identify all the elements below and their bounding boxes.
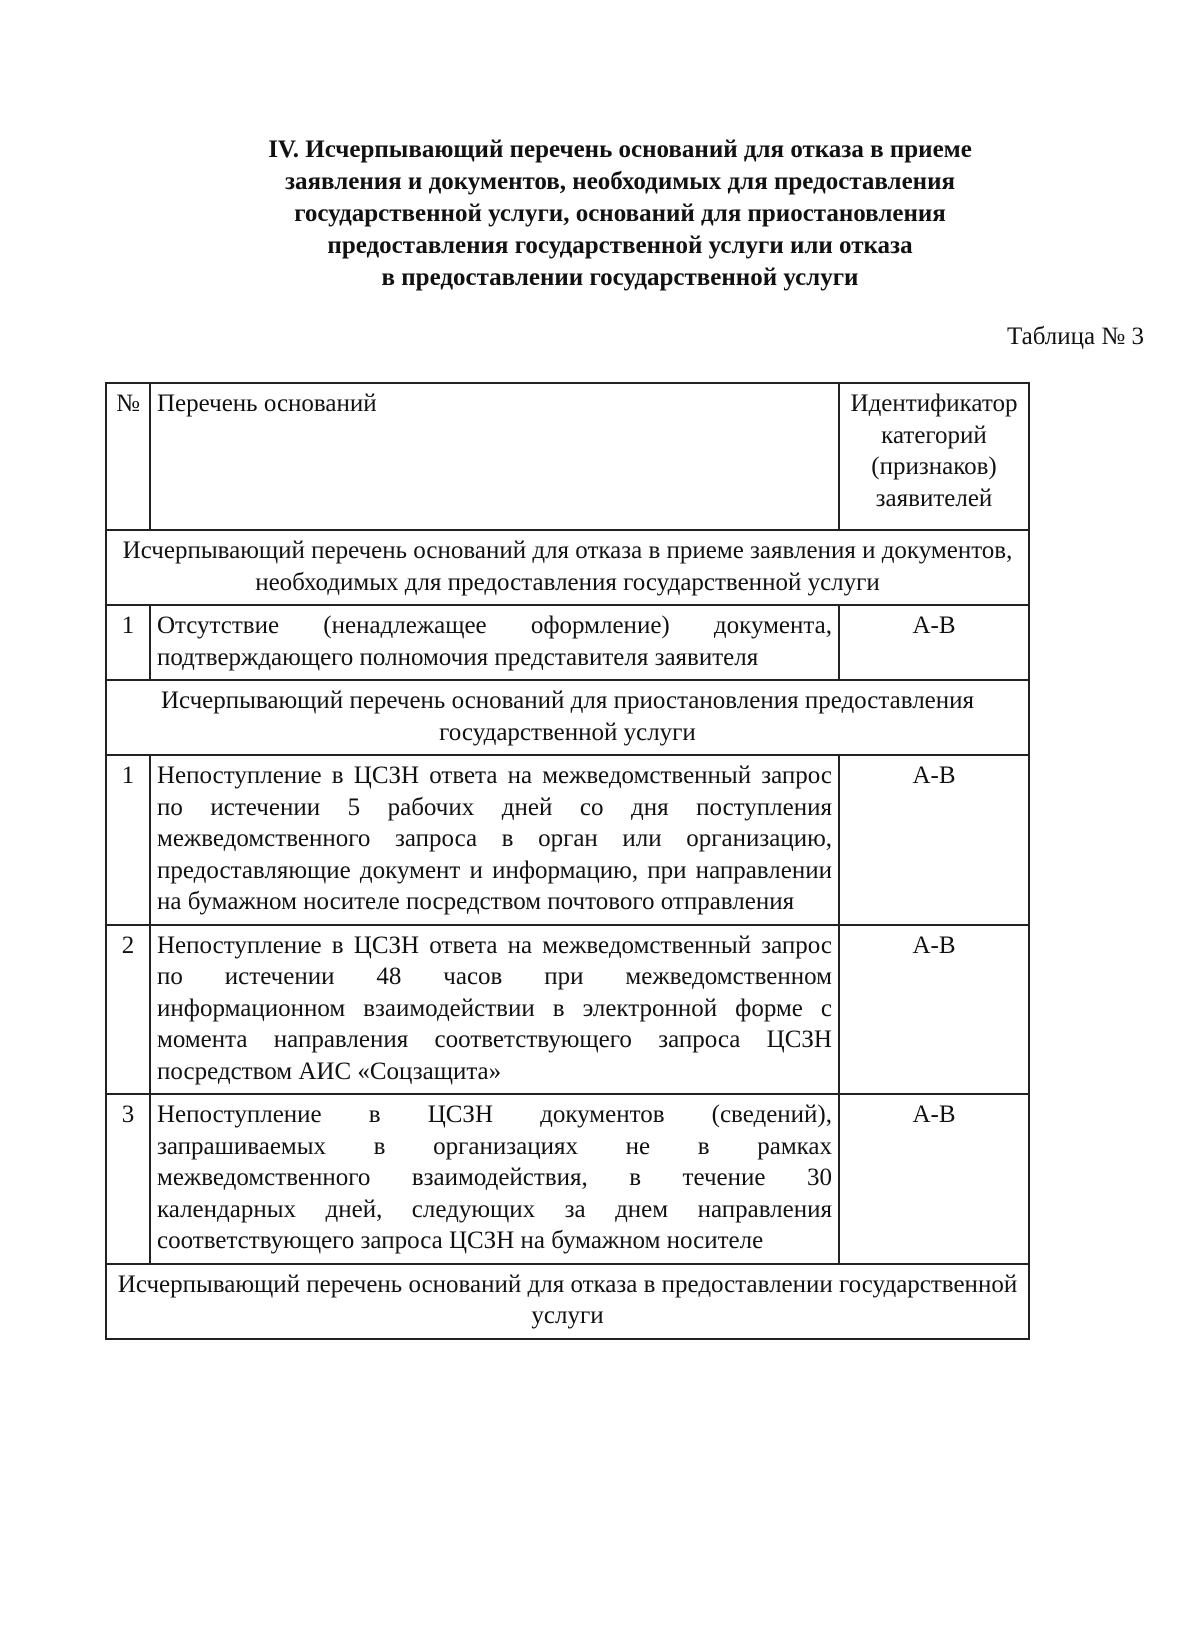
heading-line: государственной услуги, оснований для приостановления [294,200,946,227]
row-text: Непоступление в ЦСЗН ответа на межведомственный запрос по истечении 48 часов при межведомственном информационном взаимодействии в электронной форме с момента направления соответствующего запроса ЦСЗН посредством АИС «Соцзащита» [150,925,839,1095]
document-heading [180,134,1060,294]
heading-line: в предоставлении государственной услуги [381,264,859,291]
row-number: 1 [106,755,150,925]
section-row [106,530,1029,605]
row-code: А-В [839,925,1029,1095]
row-code: А-В [839,755,1029,925]
row-text: Непоступление в ЦСЗН документов (сведений), запрашиваемых в организациях не в рамках межведомственного взаимодействия, в течение 30 календарных дней, следующих за днем направления соответствующего запроса ЦСЗН на бумажном носителе [150,1094,839,1264]
row-number: 2 [106,925,150,1095]
heading-line: заявления и документов, необходимых для предоставления [284,168,956,195]
section-row [106,680,1029,755]
row-number: 3 [106,1094,150,1264]
table-row [106,1094,1029,1264]
table-row [106,605,1029,680]
table-row [106,755,1029,925]
section-row [106,1264,1029,1339]
section-title: Исчерпывающий перечень оснований для отказа в приеме заявления и документов, необходимых для предоставления государственной услуги [106,530,1029,605]
table-header-row [106,383,1029,530]
header-grounds: Перечень оснований [150,383,839,530]
heading-line: IV. Исчерпывающий перечень оснований для отказа в приеме [268,136,972,163]
section-title: Исчерпывающий перечень оснований для отказа в предоставлении государственной услуги [106,1264,1029,1339]
table-row [106,925,1029,1095]
table-caption: Таблица № 3 [1006,323,1144,350]
header-number: № [106,383,150,530]
row-number: 1 [106,605,150,680]
row-text: Непоступление в ЦСЗН ответа на межведомственный запрос по истечении 5 рабочих дней со дня поступления межведомственного запроса в орган или организацию, предоставляющие документ и информацию, при направлении на бумажном носителе посредством почтового отправления [150,755,839,925]
section-title: Исчерпывающий перечень оснований для приостановления предоставления государственной услуги [106,680,1029,755]
header-identifier: Идентификатор категорий (признаков) заявителей [839,383,1029,530]
row-text: Отсутствие (ненадлежащее оформление) документа, подтверждающего полномочия представителя заявителя [150,605,839,680]
heading-line: предоставления государственной услуги или отказа [327,232,913,259]
row-code: А-В [839,1094,1029,1264]
grounds-table [105,382,1030,1340]
row-code: А-В [839,605,1029,680]
